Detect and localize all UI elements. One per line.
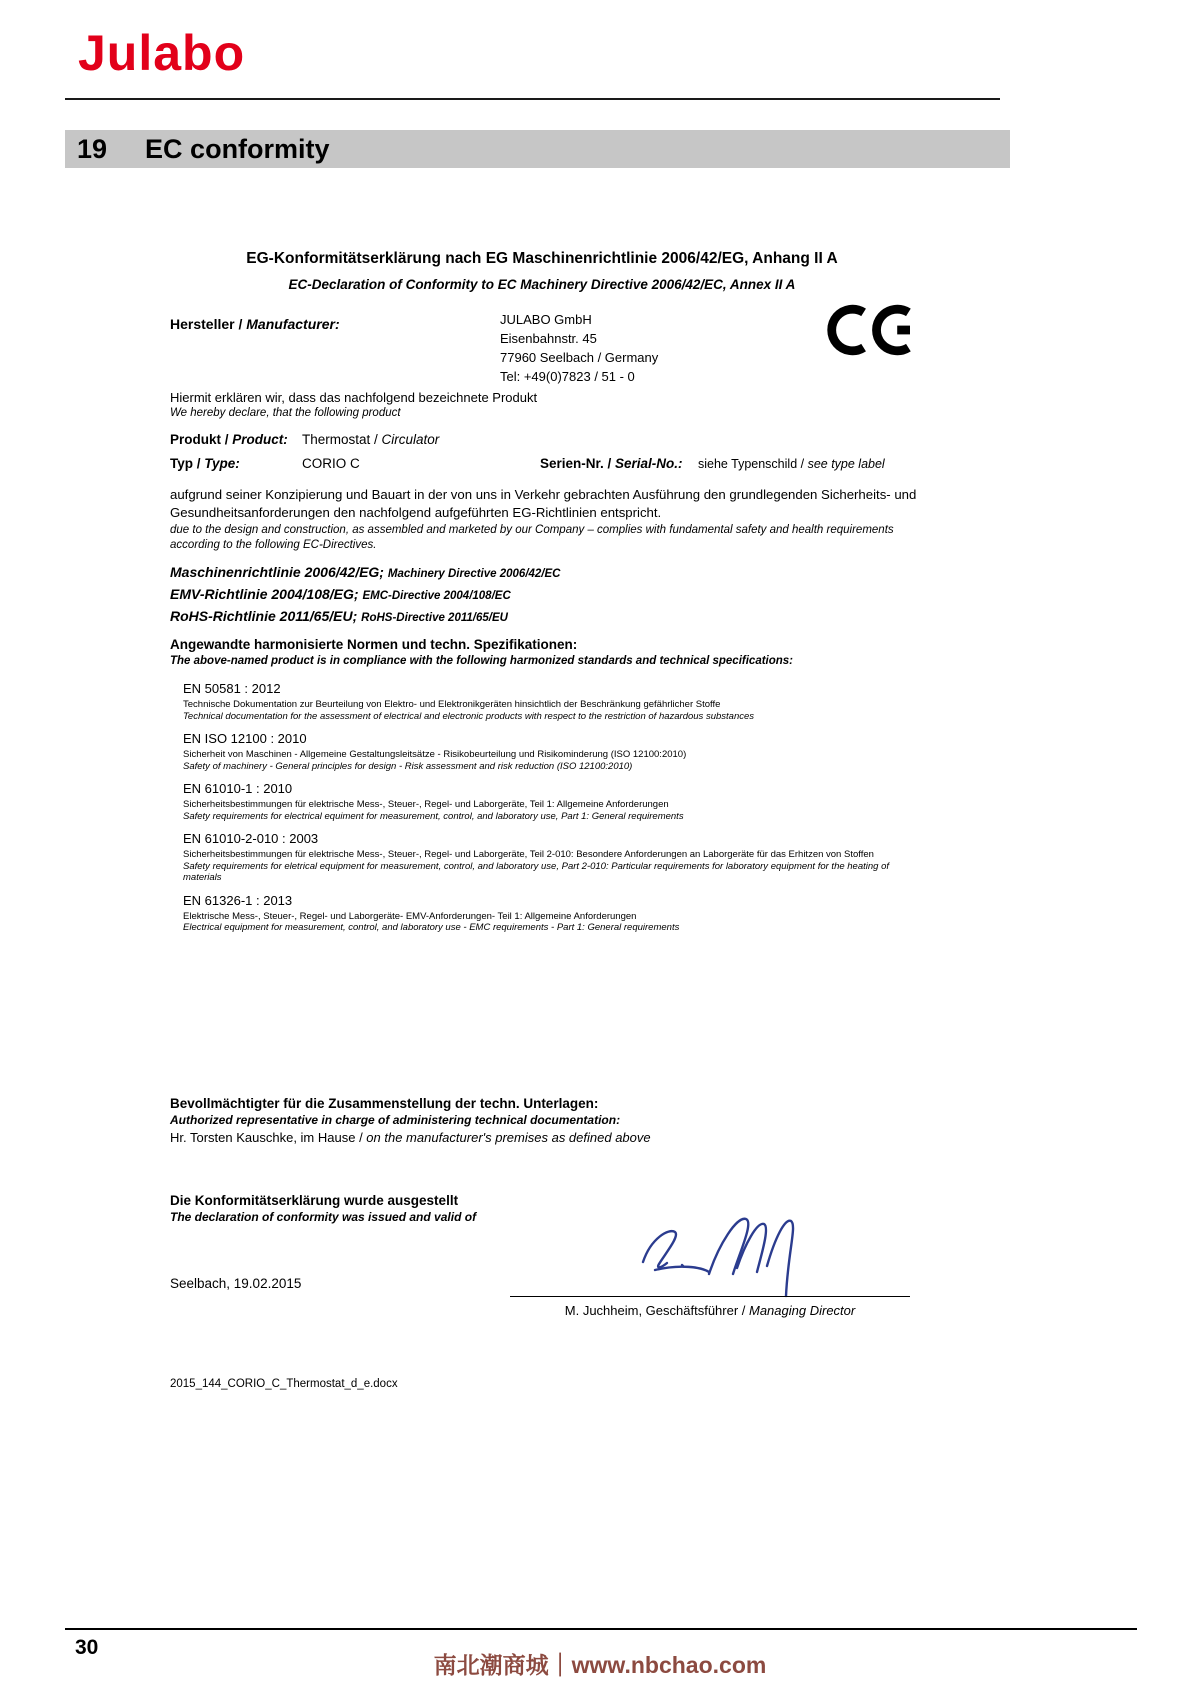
manufacturer-address — [500, 310, 658, 386]
standard-item — [183, 681, 925, 722]
serial-label — [540, 456, 683, 471]
page-number: 30 — [75, 1636, 99, 1659]
serial-value-de: siehe Typenschild / — [698, 457, 808, 471]
declaration-intro-de: Hiermit erklären wir, dass das nachfolgend bezeichnete Produkt — [170, 390, 538, 405]
serial-value — [698, 457, 885, 471]
representative-name — [170, 1130, 651, 1145]
product-value — [302, 432, 439, 447]
directives-list — [170, 562, 560, 628]
certificate-title-de: EG-Konformitätserklärung nach EG Maschinenrichtlinie 2006/42/EG, Anhang II A — [246, 250, 838, 267]
type-label-de: Typ / — [170, 456, 205, 471]
signer-title-en: Managing Director — [749, 1303, 856, 1318]
directive-line — [170, 562, 560, 584]
standard-item — [183, 893, 925, 934]
representative-note-en: on the manufacturer's premises as defined above — [366, 1130, 651, 1145]
standard-code: EN 61010-2-010 : 2003 — [183, 831, 319, 846]
serial-label-en: Serial-No.: — [615, 456, 683, 471]
footer-watermark: 南北潮商城｜www.nbchao.com — [433, 1652, 767, 1678]
address-line: Tel: +49(0)7823 / 51 - 0 — [500, 369, 635, 384]
signer-name-text: M. Juchheim, Geschäftsführer / — [564, 1303, 749, 1318]
directive-line — [170, 584, 560, 606]
issued-statement-de: Die Konformitätserklärung wurde ausgestellt — [170, 1193, 459, 1208]
representative-heading-en: Authorized representative in charge of administering technical documentation: — [170, 1113, 621, 1127]
issued-statement-en: The declaration of conformity was issued and valid of — [170, 1210, 477, 1224]
standard-item — [183, 831, 925, 884]
product-label-de: Produkt / — [170, 432, 233, 447]
directive-de: RoHS-Richtlinie 2011/65/EU; — [170, 608, 362, 624]
product-label-en: Product: — [232, 432, 288, 447]
standard-item — [183, 731, 925, 772]
address-line: 77960 Seelbach / Germany — [500, 350, 659, 365]
standard-code: EN ISO 12100 : 2010 — [183, 731, 307, 746]
declaration-intro-en: We hereby declare, that the following product — [170, 407, 401, 419]
product-value-en: Circulator — [381, 432, 440, 447]
julabo-logo: Julabo — [78, 25, 246, 81]
footer-rule — [65, 1628, 1137, 1630]
standard-desc-de: Sicherheitsbestimmungen für elektrische Mess-, Steuer-, Regel- und Laborgeräte, Teil 1: Allgemeine Anforderungen — [183, 799, 669, 810]
standard-desc-de: Sicherheit von Maschinen - Allgemeine Gestaltungsleitsätze - Risikobeurteilung und Risikominderung (ISO 12100:2010) — [183, 749, 687, 760]
directive-line — [170, 606, 560, 628]
ce-mark-icon — [822, 300, 918, 360]
type-label-en: Type: — [204, 456, 240, 471]
type-value: CORIO C — [302, 456, 360, 471]
standard-desc-en: Safety requirements for eletrical equipment for measurement, control, and laboratory use, Part 2-010: Particular requirements for laboratory equipment for the heating of materials — [183, 860, 890, 883]
directive-de: EMV-Richtlinie 2004/108/EG; — [170, 586, 363, 602]
section-header — [65, 130, 1010, 168]
standard-code: EN 61326-1 : 2013 — [183, 892, 293, 908]
standard-desc-de: Sicherheitsbestimmungen für elektrische Mess-, Steuer-, Regel- und Laborgeräte, Teil 2-010: Besondere Anforderungen an Laborgeräte für das Erhitzen von Stoffen — [183, 849, 874, 860]
serial-value-en: see type label — [807, 457, 885, 471]
address-line: JULABO GmbH — [500, 312, 592, 327]
standard-item — [183, 781, 925, 822]
basis-paragraph-de: aufgrund seiner Konzipierung und Bauart in der von uns in Verkehr gebrachten Ausführung den grundlegenden Sicherheits- und Gesundheitsanforderungen den nachfolgend aufgeführten EG-Richtlinien entspricht. — [170, 487, 917, 520]
standard-desc-en: Electrical equipment for measurement, control, and laboratory use - EMC requirements - Part 1: General requirements — [183, 922, 680, 933]
certificate-title-en: EC-Declaration of Conformity to EC Machinery Directive 2006/42/EC, Annex II A — [288, 277, 796, 292]
signer-name — [510, 1303, 910, 1318]
manufacturer-label-en: Manufacturer: — [246, 316, 340, 332]
directive-en: Machinery Directive 2006/42/EC — [387, 568, 561, 580]
standard-code: EN 50581 : 2012 — [183, 681, 281, 696]
directive-en: EMC-Directive 2004/108/EC — [362, 590, 511, 602]
header-rule — [65, 98, 1000, 100]
document-filename: 2015_144_CORIO_C_Thermostat_d_e.docx — [170, 1378, 398, 1390]
standard-desc-de: Technische Dokumentation zur Beurteilung von Elektro- und Elektronikgeräten hinsichtlich der Beschränkung gefährlicher Stoffe — [183, 699, 721, 710]
serial-label-de: Serien-Nr. / — [540, 456, 616, 471]
product-value-de: Thermostat / — [302, 432, 382, 447]
standards-list — [183, 681, 925, 943]
product-label — [170, 432, 288, 447]
place-and-date: Seelbach, 19.02.2015 — [170, 1276, 302, 1291]
manufacturer-label — [170, 316, 340, 332]
standard-desc-en: Technical documentation for the assessment of electrical and electronic products with respect to the restriction of hazardous substances — [183, 710, 755, 722]
section-number: 19 — [77, 133, 108, 164]
basis-paragraph-en: due to the design and construction, as assembled and marketed by our Company – complies with fundamental safety and health requirements according to the following EC-Directives. — [170, 524, 894, 551]
standard-desc-de: Elektrische Mess-, Steuer-, Regel- und Laborgeräte- EMV-Anforderungen- Teil 1: Allgemeine Anforderungen — [183, 910, 637, 922]
standard-desc-en: Safety of machinery - General principles for design - Risk assessment and risk reduction (ISO 12100:2010) — [183, 760, 633, 772]
standard-desc-en: Safety requirements for electrical equiment for measurement, control, and laboratory use, Part 1: General requirements — [183, 810, 684, 822]
directive-en: RoHS-Directive 2011/65/EU — [361, 612, 508, 624]
manufacturer-label-de: Hersteller / — [170, 316, 247, 332]
representative-heading-de: Bevollmächtigter für die Zusammenstellung der techn. Unterlagen: — [170, 1096, 599, 1111]
signature-line — [510, 1296, 910, 1297]
signature-image — [625, 1202, 855, 1302]
address-line: Eisenbahnstr. 45 — [500, 331, 597, 346]
standards-heading-en: The above-named product is in compliance with the following harmonized standards and technical specifications: — [170, 655, 794, 667]
standards-heading-de: Angewandte harmonisierte Normen und techn. Spezifikationen: — [170, 637, 578, 652]
section-title: EC conformity — [145, 133, 330, 164]
representative-name-text: Hr. Torsten Kauschke, im Hause / — [170, 1130, 367, 1145]
type-label — [170, 456, 240, 471]
directive-de: Maschinenrichtlinie 2006/42/EG; — [170, 564, 388, 580]
standard-code: EN 61010-1 : 2010 — [183, 781, 293, 796]
